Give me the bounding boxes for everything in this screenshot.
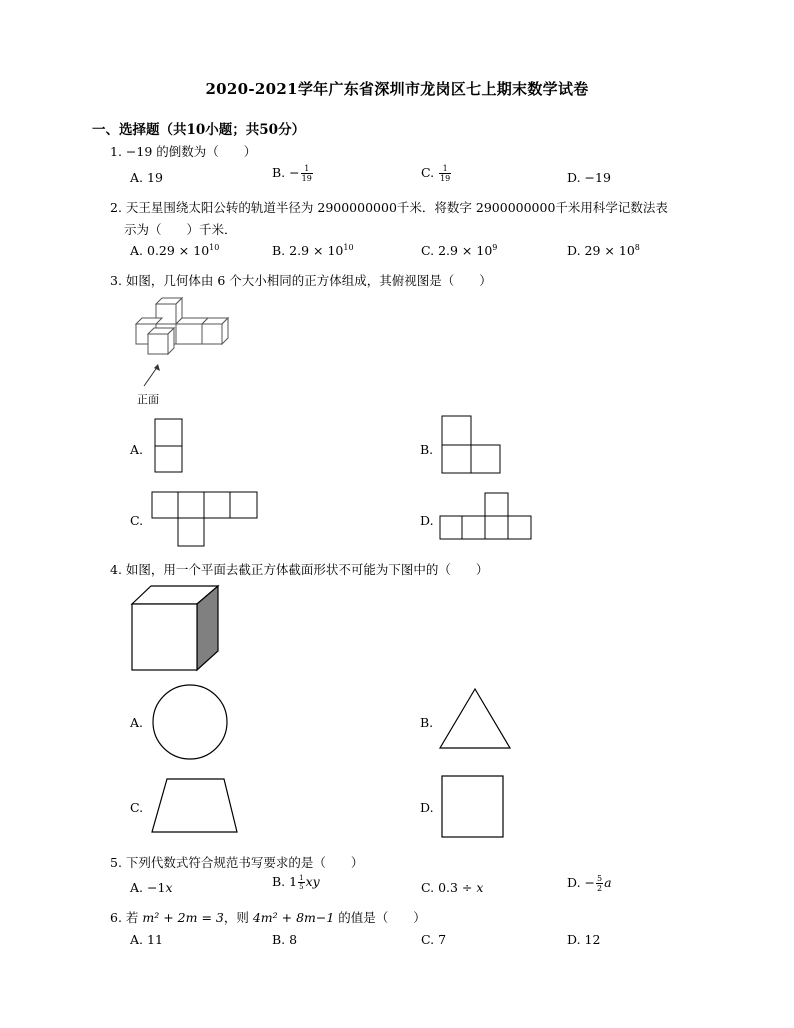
option-label: B.	[272, 243, 286, 258]
q5-option-b[interactable]	[272, 874, 320, 891]
q4-option-b-triangle[interactable]	[439, 688, 513, 750]
fraction	[439, 164, 451, 183]
option-label: D.	[567, 932, 581, 947]
question-2-stem-line2: 示为（ ）千米．	[124, 222, 237, 237]
question-3-stem: 3. 如图，几何体由 6 个大小相同的正方体组成，其俯视图是（ ）	[110, 273, 492, 288]
option-exponent: 10	[343, 243, 354, 252]
option-label: B.	[272, 932, 286, 947]
q4-option-d-label[interactable]: D.	[420, 800, 434, 815]
q4-option-d-square[interactable]	[441, 775, 505, 839]
q4-option-c-trapezoid[interactable]	[150, 778, 240, 834]
q4-option-c-label[interactable]: C.	[130, 800, 144, 815]
q2-option-d[interactable]	[567, 243, 640, 258]
option-prefix: −	[584, 875, 596, 890]
denominator: 5	[299, 883, 304, 891]
option-label: A.	[130, 880, 144, 895]
question-6-stem	[110, 908, 426, 926]
question-4-stem: 4. 如图，用一个平面去截正方体截面形状不可能为下图中的（ ）	[110, 562, 489, 577]
fraction	[301, 164, 313, 183]
option-exponent: 9	[492, 243, 498, 252]
option-label: A.	[130, 170, 144, 185]
q5-option-c[interactable]	[421, 880, 483, 895]
stem-middle: ，则	[223, 910, 253, 925]
option-label: D.	[567, 243, 581, 258]
front-arrow-icon	[140, 362, 170, 390]
option-text: 8	[289, 932, 298, 947]
q3-solid-figure	[128, 296, 238, 361]
option-label: D.	[567, 875, 581, 890]
variable: xy	[305, 874, 320, 889]
option-label: C.	[421, 880, 435, 895]
q4-cube-figure	[131, 585, 221, 673]
q2-option-b[interactable]	[272, 243, 354, 258]
option-label: C.	[421, 165, 435, 180]
q4-option-b-label[interactable]: B.	[420, 715, 434, 730]
fraction	[298, 874, 304, 891]
q1-option-b[interactable]	[272, 164, 314, 183]
numerator: 1	[301, 164, 313, 174]
q3-option-c-figure[interactable]	[151, 491, 261, 549]
denominator: 19	[301, 174, 312, 183]
variable: x	[165, 880, 173, 895]
q6-option-d[interactable]	[567, 932, 600, 947]
option-base: 29 × 10	[584, 243, 635, 258]
q3-option-d-label[interactable]: D.	[420, 513, 434, 528]
option-text: 19	[147, 170, 163, 185]
option-label: A.	[130, 932, 144, 947]
q6-option-c[interactable]	[421, 932, 446, 947]
q3-option-a-figure[interactable]	[154, 418, 184, 474]
option-text: 0.3 ÷	[438, 880, 477, 895]
question-1-stem: 1. −19 的倒数为（ ）	[110, 144, 257, 159]
question-5-stem: 5. 下列代数式符合规范书写要求的是（ ）	[110, 855, 364, 870]
numerator: 5	[597, 874, 603, 883]
stem-prefix: 6. 若	[110, 910, 143, 925]
q4-option-a-circle[interactable]	[151, 683, 231, 763]
numerator: 1	[439, 164, 451, 174]
option-text: 12	[584, 932, 601, 947]
fraction	[596, 874, 603, 893]
option-label: B.	[272, 165, 286, 180]
page-title: 2020-2021学年广东省深圳市龙岗区七上期末数学试卷	[205, 80, 589, 98]
q1-option-a[interactable]	[130, 170, 163, 185]
variable: a	[604, 875, 612, 890]
variable: x	[476, 880, 484, 895]
q1-option-d[interactable]	[567, 170, 611, 185]
q3-option-b-figure[interactable]	[441, 415, 503, 475]
option-base: 2.9 × 10	[438, 243, 493, 258]
option-label: B.	[272, 874, 286, 889]
option-exponent: 8	[634, 243, 640, 252]
front-view-label: 正面	[137, 393, 159, 406]
denominator: 19	[440, 174, 451, 183]
q6-option-b[interactable]	[272, 932, 297, 947]
q3-option-a-label[interactable]: A.	[130, 442, 144, 457]
option-label: D.	[567, 170, 581, 185]
expression-2: 4m² + 8m−1	[252, 910, 335, 925]
q5-option-a[interactable]	[130, 880, 173, 895]
q3-option-c-label[interactable]: C.	[130, 513, 144, 528]
option-label: C.	[421, 932, 435, 947]
option-text: 7	[438, 932, 447, 947]
option-prefix: −	[289, 165, 300, 180]
question-2-stem-line1: 2. 天王星围绕太阳公转的轨道半径为 2900000000千米．将数字 2900000000千米用科学记数法表	[110, 200, 668, 215]
option-label: C.	[421, 243, 435, 258]
q6-option-a[interactable]	[130, 932, 163, 947]
q3-option-d-figure[interactable]	[439, 492, 535, 542]
denominator: 2	[597, 884, 603, 893]
option-base: 2.9 × 10	[289, 243, 344, 258]
mixed-integer: 1	[289, 874, 298, 889]
option-base: 0.29 × 10	[147, 243, 210, 258]
expression-1: m² + 2m = 3	[142, 910, 224, 925]
stem-suffix: 的值是（ ）	[334, 910, 426, 925]
q2-option-c[interactable]	[421, 243, 497, 258]
q5-option-d[interactable]	[567, 874, 612, 893]
option-label: A.	[130, 243, 144, 258]
q4-option-a-label[interactable]: A.	[130, 715, 144, 730]
option-text: −19	[584, 170, 611, 185]
numerator: 1	[299, 874, 304, 882]
q3-option-b-label[interactable]: B.	[420, 442, 434, 457]
section-heading: 一、选择题（共10小题；共50分）	[92, 122, 306, 138]
option-text: −1	[147, 880, 166, 895]
q2-option-a[interactable]	[130, 243, 219, 258]
q1-option-c[interactable]	[421, 164, 452, 183]
option-exponent: 10	[209, 243, 220, 252]
option-text: 11	[147, 932, 163, 947]
